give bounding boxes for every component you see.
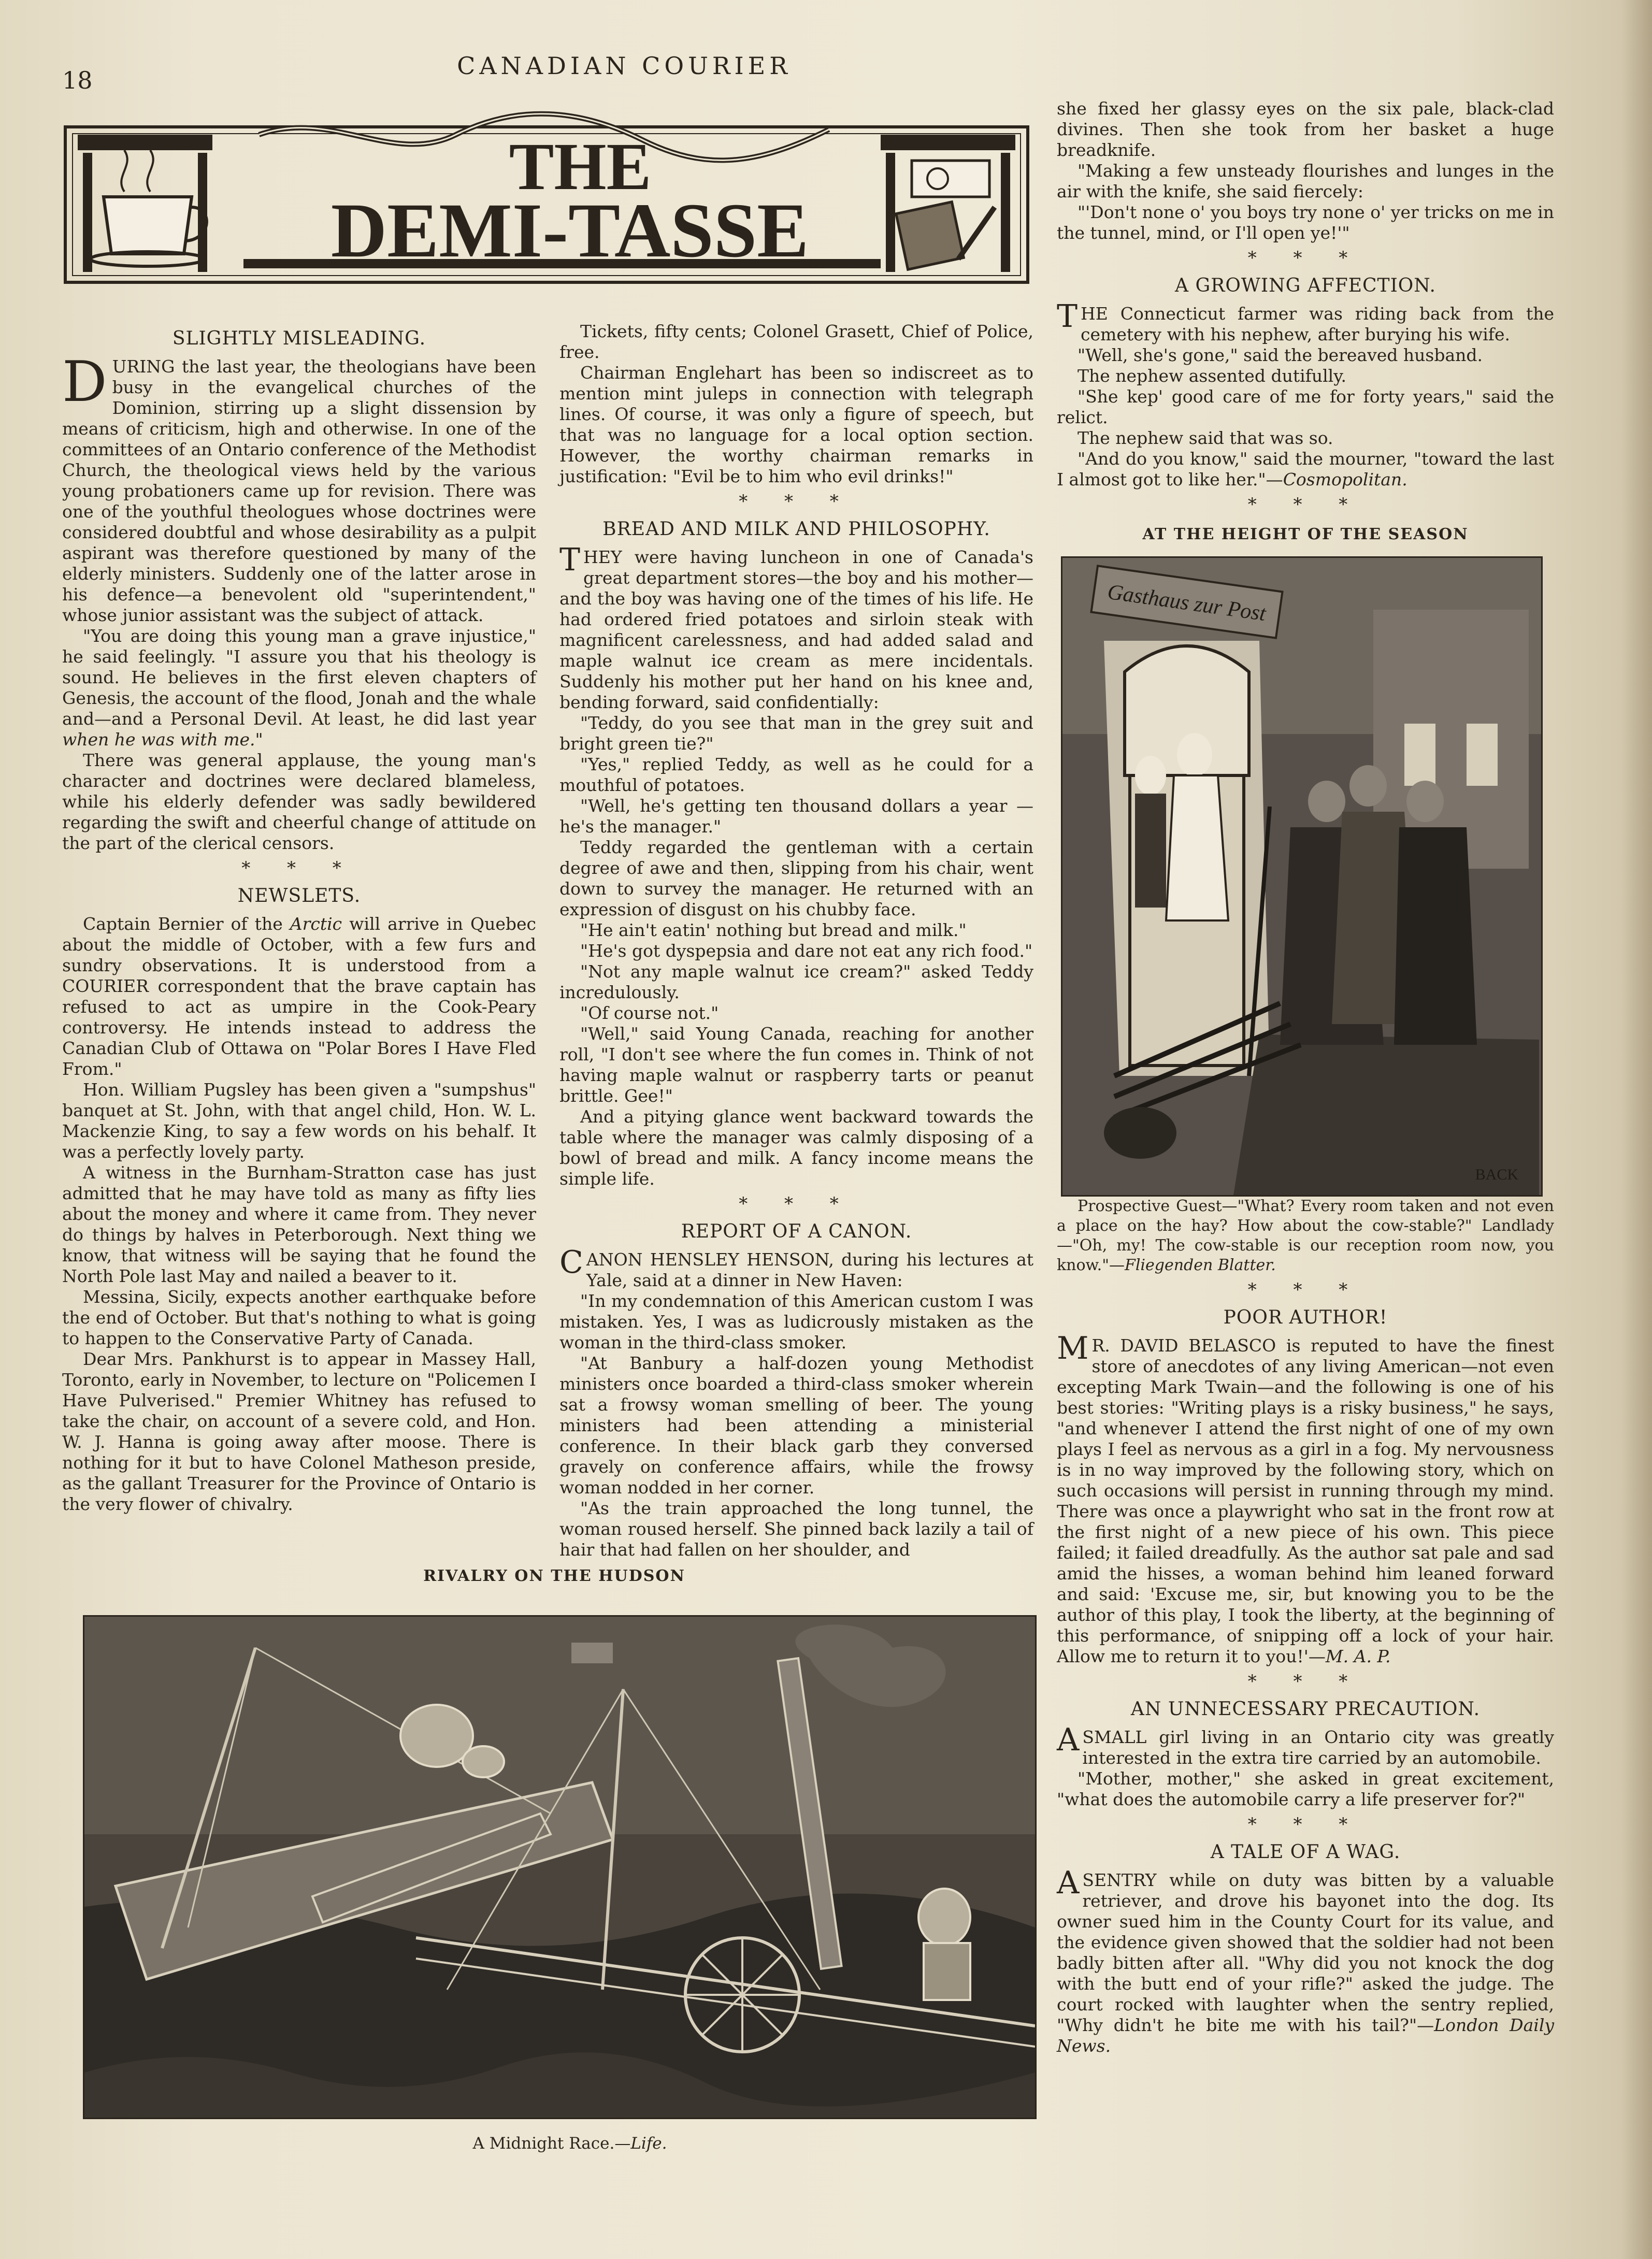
column-3	[1057, 98, 1554, 2056]
wag-paragraph: ASENTRY while on duty was bitten by a valuable retriever, and drove his bayonet into the dog. Its owner sued him in the County Court for its value, and the evidence given showed that the soldier had not been badly bitten after all. "Why did you not knock the dog with the butt end of your rifle?" asked the judge. The court rocked with laughter when the sentry replied, "Why didn't he bite me with his tail?"—London Daily News.	[1057, 1865, 1555, 2056]
precaution-paragraph: ASMALL girl living in an Ontario city was greatly interested in the extra tire carried by an automobile.	[1057, 1722, 1554, 1768]
newslet-bernier: Captain Bernier of the Arctic will arrive in Quebec about the middle of October, with a few furs and sundry observations. It is understood from a COURIER correspondent that the brave captain has refused to act as umpire in the Cook-Peary controversy. He intends instead to address the Canadian Club of Ottawa on "Polar Bores I Have Fled From."	[62, 914, 536, 1079]
height-of-season-illustration	[1061, 556, 1543, 1197]
heading-growing-affection: A GROWING AFFECTION.	[1175, 275, 1436, 296]
running-head: CANADIAN COURIER	[457, 52, 792, 80]
heading-unnecessary-precaution: AN UNNECESSARY PRECAUTION.	[1130, 1699, 1481, 1720]
bread-dialogue: "Well," said Young Canada, reaching for another roll, "I don't see where the fun comes in. Think of not having maple walnut or raspberry tarts or peanut brittle. Gee!"	[559, 1024, 1033, 1106]
page-binding-shadow	[1621, 0, 1652, 2259]
bread-dialogue: "He's got dyspepsia and dare not eat any rich food."	[580, 941, 1033, 961]
affection-paragraph: THE Connecticut farmer was riding back from the cemetery with his nephew, after burying his wife.	[1057, 298, 1554, 344]
page-number: 18	[62, 66, 93, 94]
heading-poor-author: POOR AUTHOR!	[1223, 1307, 1388, 1328]
bread-dialogue: "Well, he's getting ten thousand dollars a year —he's the manager."	[559, 796, 1033, 837]
column-1	[62, 321, 536, 1515]
precaution-dialogue: "Mother, mother," she asked in great excitement, "what does the automobile carry a life preserver for?"	[1057, 1768, 1554, 1809]
heading-report-of-a-canon: REPORT OF A CANON.	[681, 1221, 912, 1242]
rivalry-illustration-title: RIVALRY ON THE HUDSON	[423, 1567, 685, 1585]
slightly-misleading-paragraph: DURING the last year, the theologians have been busy in the evangelical churches of the Dominion, stirring up a slight dissension by means of criticism, high and otherwise. In one of the committees of an Ontario conference of the Methodist Church, the theological views held by the various young probationers came up for revision. There was one of the youthful theologues whose doctrines were considered doubtful and whose desirability as a pulpit aspirant was therefore questioned by many of the elderly ministers. Suddenly one of the latter arose in his defence—a benevolent old "superintendent," whose junior assistant was the subject of attack.	[62, 350, 536, 625]
canon-paragraph: "In my condemnation of this American custom I was mistaken. Yes, I was as ludicrously mistaken as the woman in the third-class smoker.	[559, 1291, 1033, 1352]
section-divider: * * *	[739, 1193, 854, 1214]
heading-slightly-misleading: SLIGHTLY MISLEADING.	[172, 328, 426, 349]
section-divider: * * *	[1247, 494, 1363, 515]
bread-dialogue: "Of course not."	[580, 1003, 719, 1023]
canon-paragraph: "At Banbury a half-dozen young Methodist ministers once boarded a third-class smoker wherein sat a frowsy woman smelling of beer. The young ministers had been attending a ministerial conference. In their black garb they conversed gravely on conference affairs, while the frowsy woman nodded in her corner.	[559, 1353, 1033, 1498]
poor-author-paragraph: M R. DAVID BELASCO is reputed to have the finest store of anecdotes of any living American—not even excepting Mark Twain—and the following is one of his best stories: "Writing plays is a risky business," he says, "and whenever I attend the first night of one of my own plays I feel as nervous as a girl in a fog. My nervousness is in no way improved by the following story, which on such occasions will persist in running through my mind. There was once a playwright who sat in the front row at the first night of a new piece of his own. This piece failed; it failed dreadfully. As the author sat pale and sad amid the hisses, a woman behind him leaned forward and said: 'Excuse me, sir, but knowing you to be the author of this play, I took the liberty, at the beginning of this performance, of snipping off a lock of your hair. Allow me to return it to you!'—M. A. P.	[1057, 1330, 1554, 1666]
section-divider: * * *	[1247, 1671, 1363, 1692]
slightly-misleading-ending: There was general applause, the young man's character and doctrines were declared blameless, while his elderly defender was sadly bewildered regarding the swift and cheerful change of attitude on the part of the clerical censors.	[62, 750, 536, 853]
heading-newslets: NEWSLETS.	[237, 885, 361, 907]
section-divider: * * *	[739, 491, 854, 512]
banner-title-the: THE	[509, 130, 652, 204]
canon-paragraph: CANON HENSLEY HENSON, during his lectures at Yale, said at a dinner in New Haven:	[559, 1244, 1033, 1290]
bread-dialogue: "Not any maple walnut ice cream?" asked Teddy incredulously.	[559, 961, 1033, 1002]
heading-bread-and-milk: BREAD AND MILK AND PHILOSOPHY.	[602, 519, 990, 540]
bread-dialogue: "He ain't eatin' nothing but bread and milk."	[580, 920, 967, 940]
section-divider: * * *	[1247, 1279, 1363, 1300]
newslet-pugsley: Hon. William Pugsley has been given a "sumpshus" banquet at St. John, with that angel child, Hon. W. L. Mackenzie King, to say a few words on his behalf. It was a perfectly lovely party.	[62, 1080, 536, 1162]
cigar-box-icon	[881, 135, 1015, 272]
artist-signature: BACK	[1475, 1166, 1518, 1183]
canon-continued: "'Don't none o' you boys try none o' yer tricks on me in the tunnel, mind, or I'll open ye!'"	[1057, 202, 1554, 243]
affection-dialogue: "She kep' good care of me for forty years," said the relict.	[1057, 386, 1554, 427]
affection-dialogue: "Well, she's gone," said the bereaved husband.	[1078, 345, 1483, 365]
newslet-messina: Messina, Sicily, expects another earthquake before the end of October. But that's nothing to what is going to happen to the Conservative Party of Canada.	[62, 1287, 536, 1348]
section-divider: * * *	[1247, 1814, 1363, 1835]
newslet-tickets: Tickets, fifty cents; Colonel Grasett, Chief of Police, free.	[559, 321, 1033, 362]
rivalry-on-the-hudson-illustration	[83, 1615, 1037, 2119]
coffee-cup-icon	[78, 135, 212, 272]
affection-ending: "And do you know," said the mourner, "toward the last I almost got to like her."—Cosmopolitan.	[1057, 449, 1554, 490]
newslet-witness: A witness in the Burnham-Stratton case has just admitted that he may have told as many as fifty lies about the money and where it came from. They never do things by halves in Peterborough. Next thing we know, that witness will be saying that he found the North Pole last May and nailed a beaver to it.	[62, 1162, 536, 1286]
bread-dialogue: Teddy regarded the gentleman with a certain degree of awe and then, slipping from his chair, went down to survey the manager. He returned with an expression of disgust on his chubby face.	[559, 837, 1033, 919]
bread-ending: And a pitying glance went backward towards the table where the manager was calmly disposing of a bowl of bread and milk. A fancy income means the simple life.	[559, 1106, 1033, 1189]
column-2	[559, 321, 1033, 1560]
canon-continued: she fixed her glassy eyes on the six pale, black-clad divines. Then she took from her basket a huge breadknife.	[1057, 98, 1554, 160]
season-caption: Prospective Guest—"What? Every room taken and not even a place on the hay? How about the cow-stable?" Landlady—"Oh, my! The cow-stable is our reception room now, you know."—Fliegenden Blatter.	[1057, 1197, 1554, 1274]
newslet-pankhurst: Dear Mrs. Pankhurst is to appear in Massey Hall, Toronto, early in November, to lecture on "Policemen I Have Pulverised." Premier Whitney has refused to take the chair, on account of a severe cold, and Hon. W. J. Hanna is going away after moose. There is nothing for it but to have Colonel Matheson preside, as the gallant Treasurer for the Province of Ontario is the very flower of chivalry.	[62, 1349, 536, 1514]
affection-dialogue: The nephew said that was so.	[1078, 428, 1333, 448]
slightly-misleading-quote: "You are doing this young man a grave injustice," he said feelingly. "I assure you that his theology is sound. He believes in the first eleven chapters of Genesis, the account of the flood, Jonah and the whale and—and a Personal Devil. At least, he did last year when he was with me."	[62, 626, 536, 750]
bread-dialogue: "Teddy, do you see that man in the grey suit and bright green tie?"	[559, 713, 1033, 754]
bread-paragraph: THEY were having luncheon in one of Canada's great department stores—the boy and his mother—and the boy was having one of the times of his life. He had ordered fried potatoes and sirloin steak with magnificent carelessness, and had added salad and maple walnut ice cream as mere incidentals. Suddenly his mother put her hand on his knee and, bending forward, said confidentially:	[559, 542, 1033, 712]
demi-tasse-banner	[62, 104, 1031, 311]
section-divider: * * *	[241, 858, 357, 879]
heading-tale-of-a-wag: A TALE OF A WAG.	[1210, 1841, 1401, 1863]
newslet-englehart: Chairman Englehart has been so indiscreet as to mention mint juleps in connection with telegraph lines. Of course, it was only a figure of speech, but that was no language for a local option section. However, the worthy chairman remarks in justification: "Evil be to him who evil drinks!"	[559, 363, 1033, 486]
canon-paragraph: "As the train approached the long tunnel, the woman roused herself. She pinned back lazily a tail of hair that had fallen on her shoulder, and	[559, 1498, 1033, 1560]
drop-cap: D	[62, 350, 107, 414]
canon-continued: "Making a few unsteady flourishes and lunges in the air with the knife, she said fiercely:	[1057, 161, 1554, 202]
inn-sign: Gasthaus zur Post	[1105, 580, 1268, 626]
section-divider: * * *	[1247, 248, 1363, 268]
banner-title-demitasse: DEMI-TASSE	[331, 188, 809, 274]
bread-dialogue: "Yes," replied Teddy, as well as he could for a mouthful of potatoes.	[559, 754, 1033, 795]
affection-dialogue: The nephew assented dutifully.	[1078, 366, 1346, 386]
season-illustration-title: AT THE HEIGHT OF THE SEASON	[1142, 525, 1469, 543]
rivalry-caption: A Midnight Race.—Life.	[472, 2134, 667, 2153]
